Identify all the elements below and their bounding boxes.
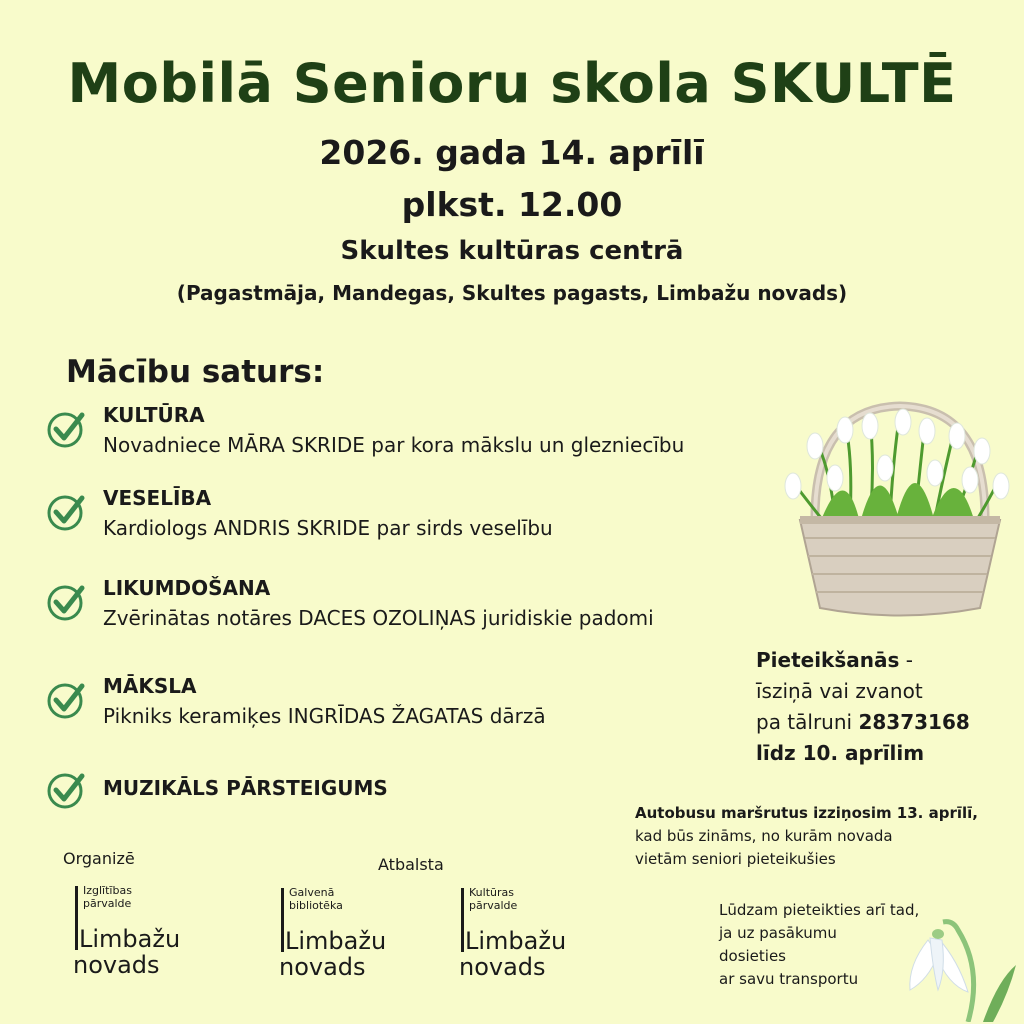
logo-izglitibas-parvalde xyxy=(73,884,223,994)
item-title: KULTŪRA xyxy=(103,403,205,427)
bus-info-line: vietām seniori pieteikušies xyxy=(635,850,836,868)
content-heading: Mācību saturs: xyxy=(66,354,325,390)
logo-bar xyxy=(461,888,464,952)
item-title: MUZIKĀLS PĀRSTEIGUMS xyxy=(103,776,388,800)
logo-word: novads xyxy=(73,951,160,979)
signup-method: īsziņā vai zvanot xyxy=(756,679,923,703)
signup-deadline: līdz 10. aprīlim xyxy=(756,741,925,765)
logo-word: novads xyxy=(459,953,546,981)
phone-prefix: pa tālruni xyxy=(756,710,859,734)
logo-word: Limbažu xyxy=(79,925,181,953)
logo-word: Limbažu xyxy=(465,927,567,955)
note-line: ja uz pasākumu xyxy=(719,924,837,942)
event-date: 2026. gada 14. aprīlī xyxy=(319,133,705,172)
bus-info xyxy=(635,802,978,871)
logo-word: Limbažu xyxy=(285,927,387,955)
logo-bar xyxy=(281,888,284,952)
logo-subtitle-line: Kultūras xyxy=(469,886,514,899)
bus-info-line: kad būs zināms, no kurām novada xyxy=(635,827,893,845)
item-title: LIKUMDOŠANA xyxy=(103,576,271,600)
checkmark-icon xyxy=(46,492,86,532)
bus-info-bold: Autobusu maršrutus izziņosim 13. aprīlī, xyxy=(635,804,978,822)
logo-word: novads xyxy=(279,953,366,981)
logo-subtitle xyxy=(469,886,517,912)
note-line: dosieties xyxy=(719,947,787,965)
item-description: Kardiologs ANDRIS SKRIDE par sirds veselību xyxy=(103,516,553,540)
logo-subtitle-line: pārvalde xyxy=(83,897,132,910)
signup-info xyxy=(756,645,970,769)
logo-subtitle xyxy=(83,884,132,910)
note-line: Lūdzam pieteikties arī tad, xyxy=(719,901,920,919)
event-time: plkst. 12.00 xyxy=(401,185,623,224)
checkmark-icon xyxy=(46,770,86,810)
logo-subtitle-line: Izglītības xyxy=(83,884,132,897)
checkmark-icon xyxy=(46,680,86,720)
logo-bar xyxy=(75,886,78,950)
checkmark-icon xyxy=(46,582,86,622)
signup-dash: - xyxy=(899,648,913,672)
logo-subtitle-line: Galvenā xyxy=(289,886,335,899)
page-title: Mobilā Senioru skola SKULTĒ xyxy=(67,52,957,115)
logo-kulturas-parvalde xyxy=(459,886,609,996)
transport-note xyxy=(719,899,919,991)
signup-label: Pieteikšanās xyxy=(756,648,900,672)
logo-galvena-biblioteka xyxy=(279,886,429,996)
logo-subtitle-line: bibliotēka xyxy=(289,899,343,912)
event-address: (Pagastmāja, Mandegas, Skultes pagasts, Limbažu novads) xyxy=(176,281,848,305)
event-venue: Skultes kultūras centrā xyxy=(340,236,684,266)
item-title: MĀKSLA xyxy=(103,674,197,698)
checkmark-icon xyxy=(46,409,86,449)
phone-number: 28373168 xyxy=(858,710,970,734)
snowdrop-illustration xyxy=(898,910,1022,1022)
item-description: Pikniks keramiķes INGRĪDAS ŽAGATAS dārzā xyxy=(103,704,546,728)
logo-subtitle xyxy=(289,886,343,912)
item-title: VESELĪBA xyxy=(103,486,212,510)
organizer-label: Organizē xyxy=(63,849,135,868)
note-line: ar savu transportu xyxy=(719,970,859,988)
item-description: Zvērinātas notāres DACES OZOLIŅAS juridiskie padomi xyxy=(103,606,654,630)
item-description: Novadniece MĀRA SKRIDE par kora mākslu un glezniecību xyxy=(103,433,685,457)
support-label: Atbalsta xyxy=(378,855,444,874)
basket-illustration xyxy=(775,398,1020,623)
logo-subtitle-line: pārvalde xyxy=(469,899,518,912)
